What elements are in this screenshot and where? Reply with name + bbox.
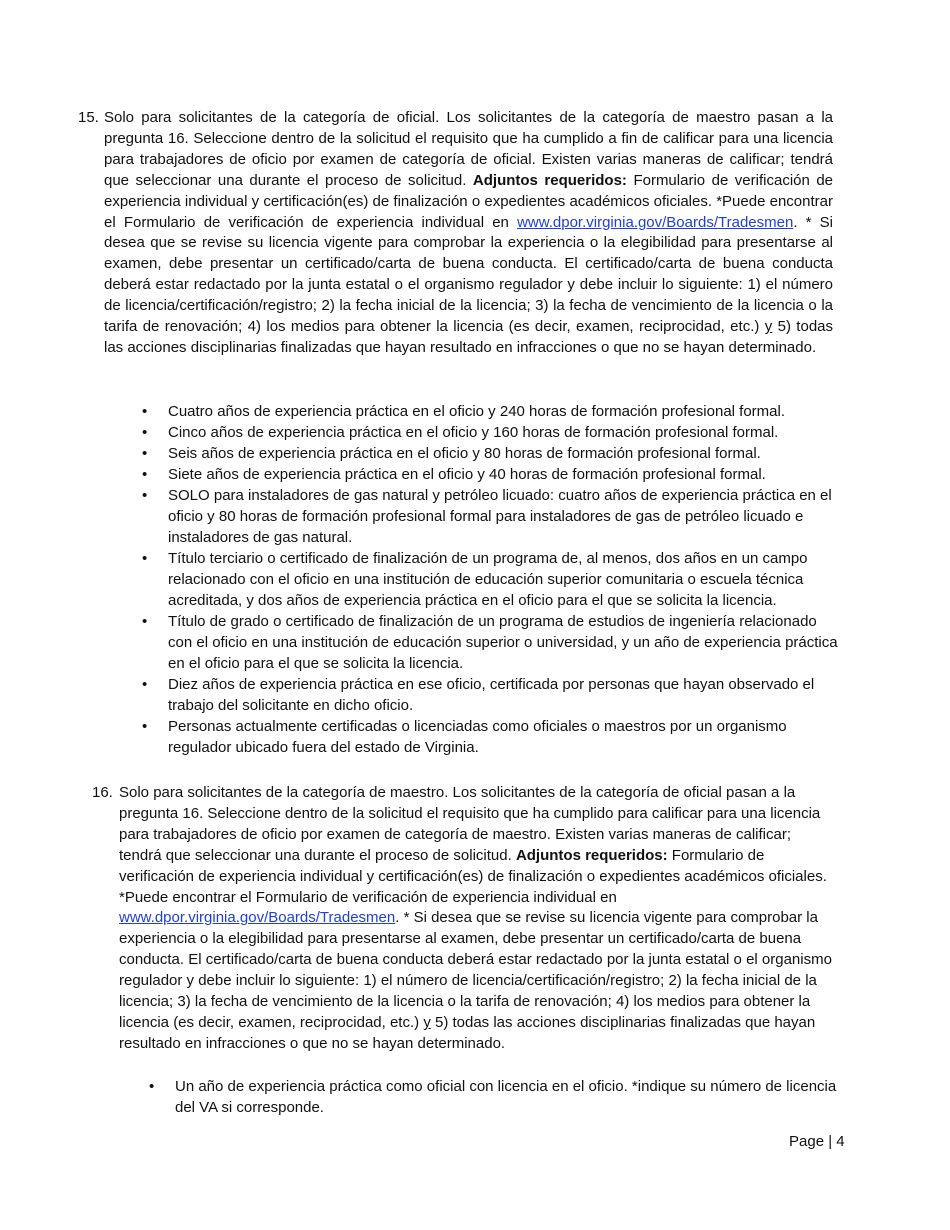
bullet-icon: • [142, 613, 148, 630]
question-16 [92, 783, 833, 1055]
list-item: • Título terciario o certificado de finalización de un programa de, al menos, dos años en un campo relacionado con el oficio en una institución de educación superior comunitaria o escuela técnica acreditada, y dos años de experiencia práctica en el oficio para el que se solicita la licencia. [142, 550, 808, 609]
question-15-license-review: . * Si desea que se revise su licencia vigente para comprobar la experiencia o la elegibilidad para presentarse al examen, debe presentar un certificado/carta de buena conducta. El certificado/carta de buena conducta deberá estar redactado por la junta estatal o el organismo regulador y debe incluir lo siguiente: 1) el número de licencia/certificación/registro; 2) la fecha inicial de la licencia; 3) la fecha de vencimiento de la licencia o la tarifa de renovación; 4) los medios para obtener la licencia (es decir, examen, reciprocidad, etc.) [104, 213, 833, 336]
question-15-number: 15. [78, 109, 99, 126]
page-number: Page | 4 [789, 1133, 845, 1150]
question-15-options-list [142, 401, 840, 758]
question-16-text [119, 783, 833, 1055]
question-15-attachments-label: Adjuntos requeridos: [472, 171, 627, 189]
question-16-attachments-label: Adjuntos requeridos: [515, 846, 668, 864]
question-16-license-review: . * Si desea que se revise su licencia vigente para comprobar la experiencia o la elegibilidad para presentarse al examen, debe presentar un certificado/carta de buena conducta. El certificado/carta de buena conducta deberá estar redactado por la junta estatal o el organismo regulador y debe incluir lo siguiente: 1) el número de licencia/certificación/registro; 2) la fecha inicial de la licencia; 3) la fecha de vencimiento de la licencia o la tarifa de renovación; 4) los medios para obtener la licencia (es decir, examen, reciprocidad, etc.) [119, 909, 832, 1031]
question-16-y: y [423, 1013, 431, 1031]
question-16-attachments-text: Formulario de verificación de experiencia individual y certificación(es) de finalización o expedientes académicos oficiales. *Puede encontrar el Formulario de verificación de experiencia individual en [119, 846, 827, 906]
question-15-y: y [764, 318, 773, 336]
bullet-icon: • [142, 424, 148, 441]
list-item: • Siete años de experiencia práctica en el oficio y 40 horas de formación profesional formal. [142, 466, 766, 483]
list-item: • Cuatro años de experiencia práctica en el oficio y 240 horas de formación profesional formal. [142, 403, 786, 420]
list-item: • Título de grado o certificado de finalización de un programa de estudios de ingeniería relacionado con el oficio en una institución de educación superior o universidad, y un año de experiencia práctica en el oficio para el que se solicita la licencia. [142, 613, 838, 672]
question-16-options-list [149, 1076, 840, 1118]
list-item: • Cinco años de experiencia práctica en el oficio y 160 horas de formación profesional formal. [142, 424, 779, 441]
bullet-icon: • [142, 445, 148, 462]
bullet-icon: • [142, 718, 148, 735]
question-15-dpor-link[interactable]: www.dpor.virginia.gov/Boards/Tradesmen [517, 213, 794, 231]
question-16-dpor-link[interactable]: www.dpor.virginia.gov/Boards/Tradesmen [119, 909, 396, 927]
question-16-intro: Solo para solicitantes de la categoría de maestro. Los solicitantes de la categoría de oficial pasan a la pregunta 16. Seleccione dentro de la solicitud el requisito que ha cumplido para calificar para una licencia para trabajadores de oficio por examen de categoría de maestro. Existen varias maneras de calificar; tendrá que seleccionar una durante el proceso de solicitud. [119, 784, 821, 864]
bullet-icon: • [142, 466, 148, 483]
bullet-icon: • [142, 550, 148, 567]
list-item: • Personas actualmente certificadas o licenciadas como oficiales o maestros por un organismo regulador ubicado fuera del estado de Virginia. [142, 718, 787, 756]
question-15-attachments-text: Formulario de verificación de experiencia individual y certificación(es) de finalización o expedientes académicos oficiales. *Puede encontrar el Formulario de verificación de experiencia individual en [104, 171, 834, 231]
list-item: • Diez años de experiencia práctica en ese oficio, certificada por personas que hayan observado el trabajo del solicitante en dicho oficio. [142, 676, 815, 714]
bullet-icon: • [149, 1078, 155, 1095]
question-15-text [104, 108, 833, 359]
question-15 [78, 108, 833, 359]
bullet-icon: • [142, 487, 148, 504]
question-15-intro: Solo para solicitantes de la categoría de oficial. Los solicitantes de la categoría de maestro pasan a la pregunta 16. Seleccione dentro de la solicitud el requisito que ha cumplido a fin de calificar para una licencia para trabajadores de oficio por examen de categoría de oficial. Existen varias maneras de calificar; tendrá que seleccionar una durante el proceso de solicitud. [104, 109, 833, 189]
question-16-number: 16. [92, 784, 113, 801]
list-item: • Seis años de experiencia práctica en el oficio y 80 horas de formación profesional formal. [142, 445, 761, 462]
question-16-final-clause: 5) todas las acciones disciplinarias finalizadas que hayan resultado en infracciones o que no se hayan determinado. [119, 1013, 816, 1052]
bullet-icon: • [142, 676, 148, 693]
question-15-final-clause: 5) todas las acciones disciplinarias finalizadas que hayan resultado en infracciones o que no se hayan determinado. [104, 318, 834, 356]
list-item: • SOLO para instaladores de gas natural y petróleo licuado: cuatro años de experiencia práctica en el oficio y 80 horas de formación profesional formal para instaladores de gas de petróleo licuado e instaladores de gas natural. [142, 487, 832, 546]
list-item: • Un año de experiencia práctica como oficial con licencia en el oficio. *indique su número de licencia del VA si corresponde. [149, 1078, 837, 1116]
bullet-icon: • [142, 403, 148, 420]
